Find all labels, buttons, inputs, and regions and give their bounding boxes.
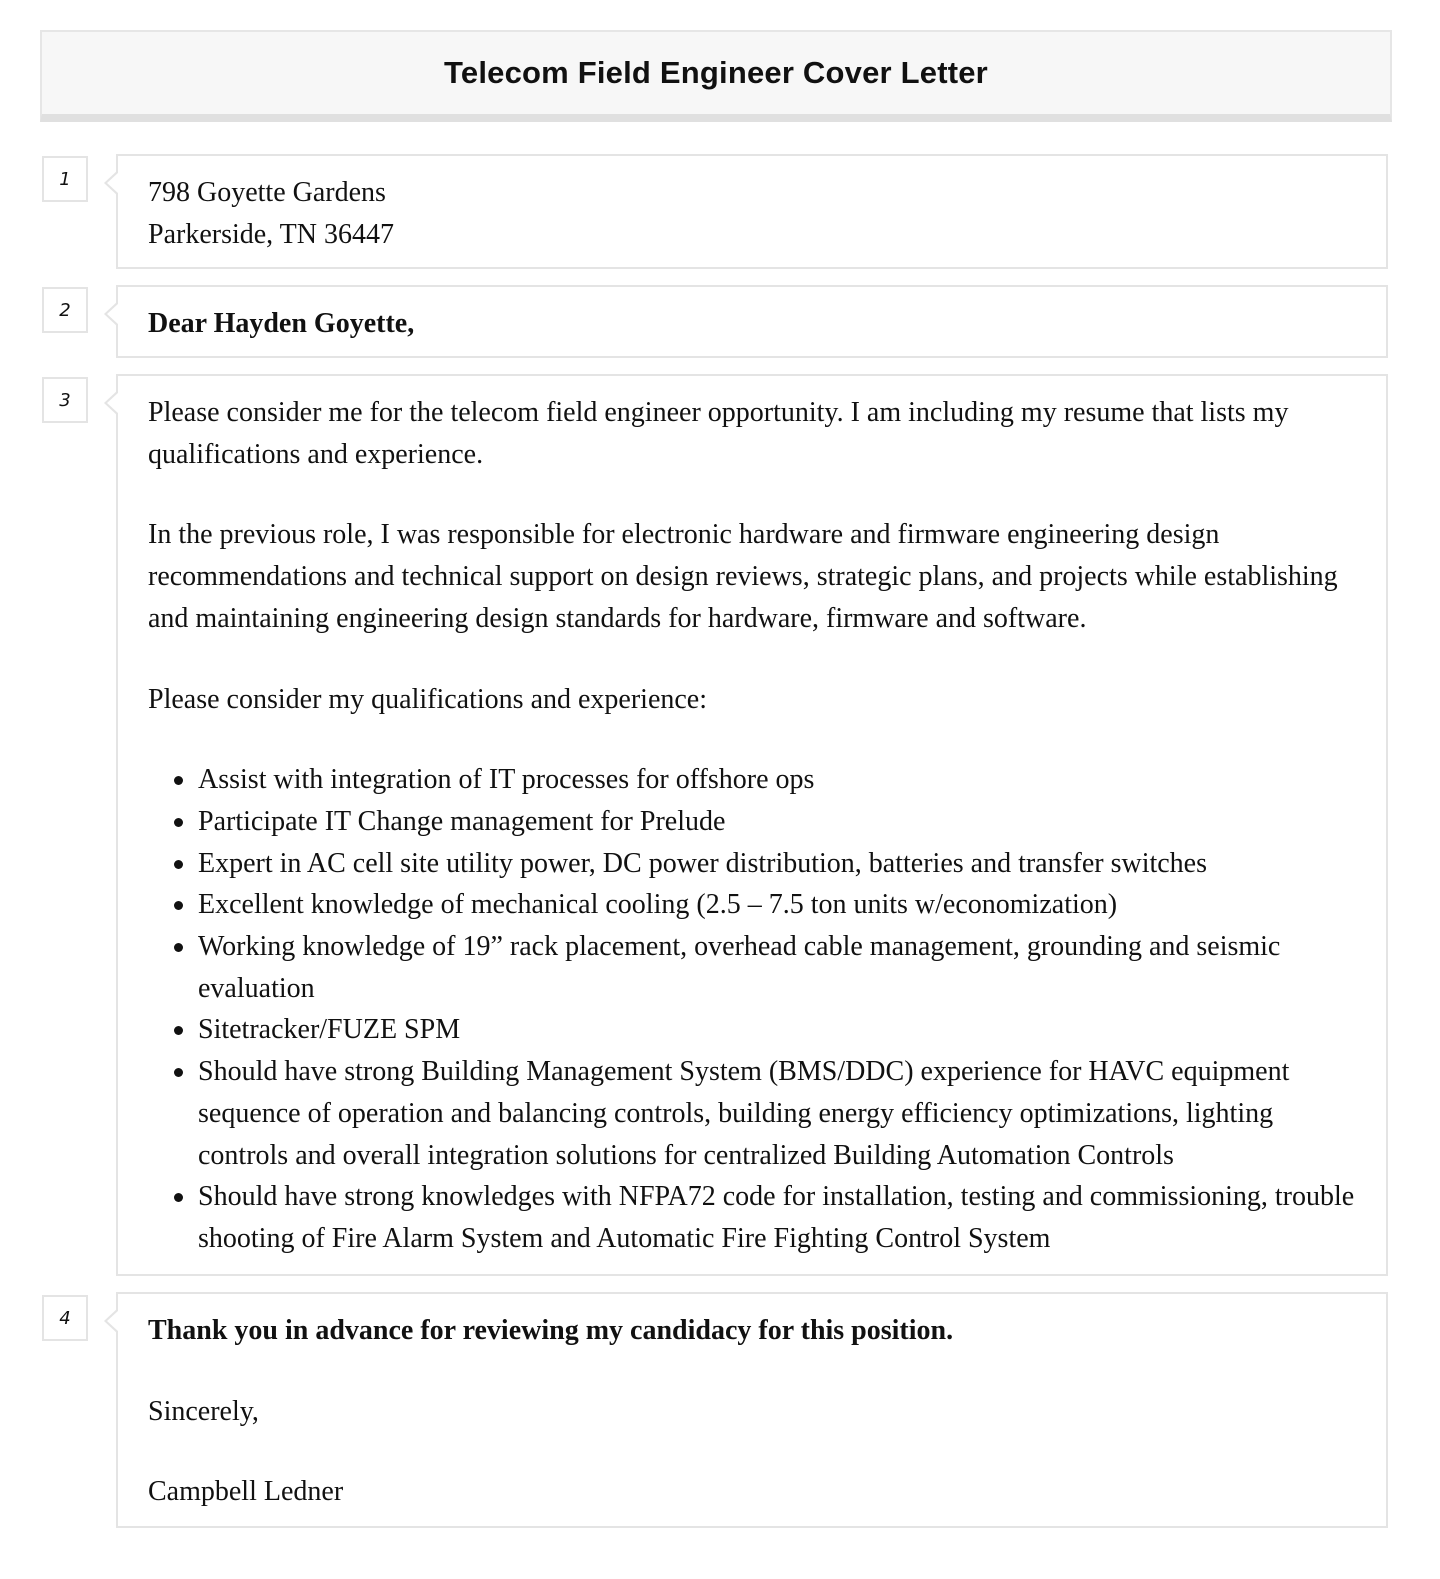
qualifications-intro: Please consider my qualifications and experience: xyxy=(148,683,708,715)
list-item: Excellent knowledge of mechanical cooling (2.5 – 7.5 ton units w/economization) xyxy=(198,884,1356,926)
section-number-4: 4 xyxy=(42,1295,88,1341)
list-item: Should have strong knowledges with NFPA72 code for installation, testing and commissioning, trouble shooting of Fire Alarm System and Automatic Fire Fighting Control System xyxy=(198,1176,1356,1259)
section-number-1: 1 xyxy=(42,156,88,202)
page-title: Telecom Field Engineer Cover Letter xyxy=(444,55,988,90)
body-section xyxy=(116,374,1388,1276)
section-number-2: 2 xyxy=(42,287,88,333)
document-header xyxy=(40,30,1392,122)
address-line-1: 798 Goyette Gardens xyxy=(148,177,386,208)
address-line-2: Parkerside, TN 36447 xyxy=(148,218,394,250)
closing-section xyxy=(116,1292,1388,1528)
address-section xyxy=(116,154,1388,269)
list-item: Expert in AC cell site utility power, DC power distribution, batteries and transfer switches xyxy=(198,843,1356,885)
qualifications-list xyxy=(148,759,1356,1259)
list-item: Working knowledge of 19” rack placement, overhead cable management, grounding and seismic evaluation xyxy=(198,926,1356,1009)
list-item: Sitetracker/FUZE SPM xyxy=(198,1009,1356,1051)
signature-name: Campbell Ledner xyxy=(148,1476,344,1508)
salutation: Dear Hayden Goyette, xyxy=(148,308,415,339)
list-item: Assist with integration of IT processes for offshore ops xyxy=(198,759,1356,801)
previous-role-paragraph: In the previous role, I was responsible for electronic hardware and firmware engineering design recommendations and technical support on design reviews, strategic plans, and projects while establishing and maintaining engineering design standards for hardware, firmware and software. xyxy=(148,519,1338,634)
list-item: Participate IT Change management for Prelude xyxy=(198,801,1356,843)
intro-paragraph: Please consider me for the telecom field engineer opportunity. I am including my resume that lists my qualifications and experience. xyxy=(148,397,1289,470)
closing-statement: Thank you in advance for reviewing my candidacy for this position. xyxy=(148,1315,954,1346)
list-item: Should have strong Building Management System (BMS/DDC) experience for HAVC equipment sequence of operation and balancing controls, building energy efficiency optimizations, lighting controls and overall integration solutions for centralized Building Automation Controls xyxy=(198,1051,1356,1176)
salutation-section xyxy=(116,285,1388,358)
signoff: Sincerely, xyxy=(148,1395,259,1427)
section-number-3: 3 xyxy=(42,377,88,423)
